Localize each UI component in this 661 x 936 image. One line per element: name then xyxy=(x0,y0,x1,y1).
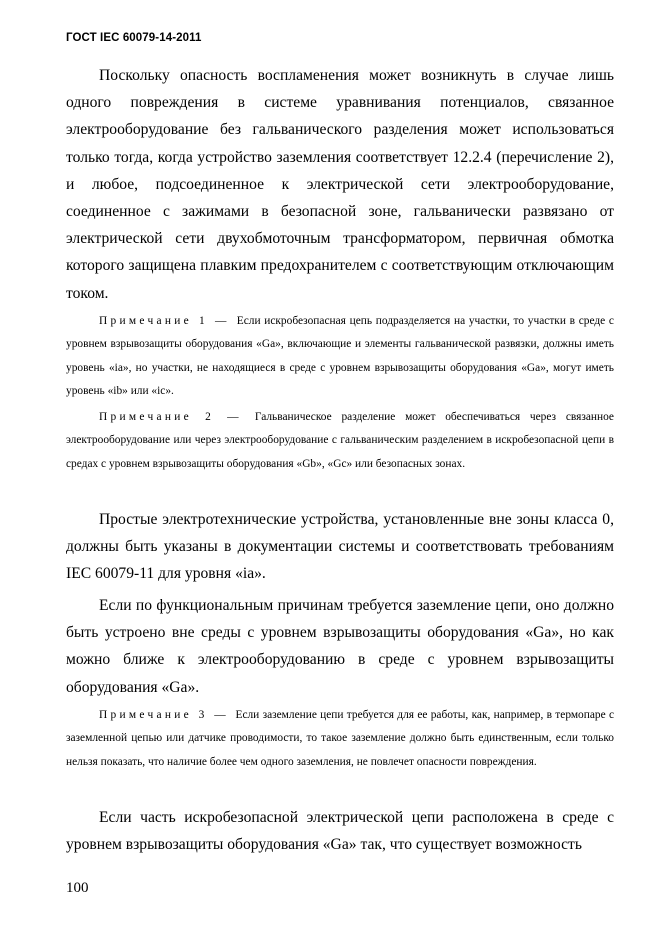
paragraph-simple-devices: Простые электротехнические устройства, установленные вне зоны класса 0, должны быть указаны в документации системы и соответствовать требованиям IEC 60079-11 для уровня «ia». xyxy=(66,511,614,583)
note-2-text: Гальваническое разделение может обеспечиваться через связанное электрооборудование или через электрооборудование с гальваническим разделением в искробезопасной цепи в средах с уровнем взрывозащиты оборудования «Gb», «Gc» или безопасных зонах. xyxy=(66,411,614,470)
page-number: 100 xyxy=(66,880,89,896)
note-2 xyxy=(66,406,614,476)
note-1 xyxy=(66,310,614,404)
note-3-label: Примечание 3 — xyxy=(99,709,236,721)
note-3 xyxy=(66,704,614,774)
note-1-label: Примечание 1 — xyxy=(99,315,237,327)
paragraph-circuit-grounding: Если по функциональным причинам требуется заземление цепи, оно должно быть устроено вне среды с уровнем взрывозащиты оборудования «Ga», но как можно ближе к электрооборудованию в среде с уровнем взрывозащиты оборудования «Ga». xyxy=(66,597,614,696)
note-3-text: Если заземление цепи требуется для ее работы, как, например, в термопаре с заземленной цепью или датчике проводимости, то такое заземление должно быть единственным, если только нельзя показать, что наличие более чем одного заземления, не повлечет опасности повреждения. xyxy=(66,709,614,768)
paragraph-grounding-fault: Поскольку опасность воспламенения может возникнуть в случае лишь одного повреждения в системе уравнивания потенциалов, связанное электрооборудование без гальванического разделения может использоваться только тогда, когда устройство заземления соответствует 12.2.4 (перечисление 2), и любое, подсоединенное к электрической сети электрооборудование, соединенное с зажимами в безопасной зоне, гальванически развязано от электрической сети двухобмоточным трансформатором, первичная обмотка которого защищена плавким предохранителем с соответствующим отключающим током. xyxy=(66,67,614,302)
note-1-text: Если искробезопасная цепь подразделяется на участки, то участки в среде с уровнем взрывозащиты оборудования «Ga», включающие и элементы гальванической развязки, должны иметь уровень «ia», но участки, не находящиеся в среде с уровнем взрывозащиты оборудования «Ga», могут иметь уровень «ib» или «ic». xyxy=(66,315,614,398)
standard-header: ГОСТ IEC 60079-14-2011 xyxy=(66,32,202,44)
note-2-label: Примечание 2 — xyxy=(99,411,255,423)
paragraph-circuit-part: Если часть искробезопасной электрической цепи расположена в среде с уровнем взрывозащиты оборудования «Ga» так, что существует возможность xyxy=(66,809,614,854)
